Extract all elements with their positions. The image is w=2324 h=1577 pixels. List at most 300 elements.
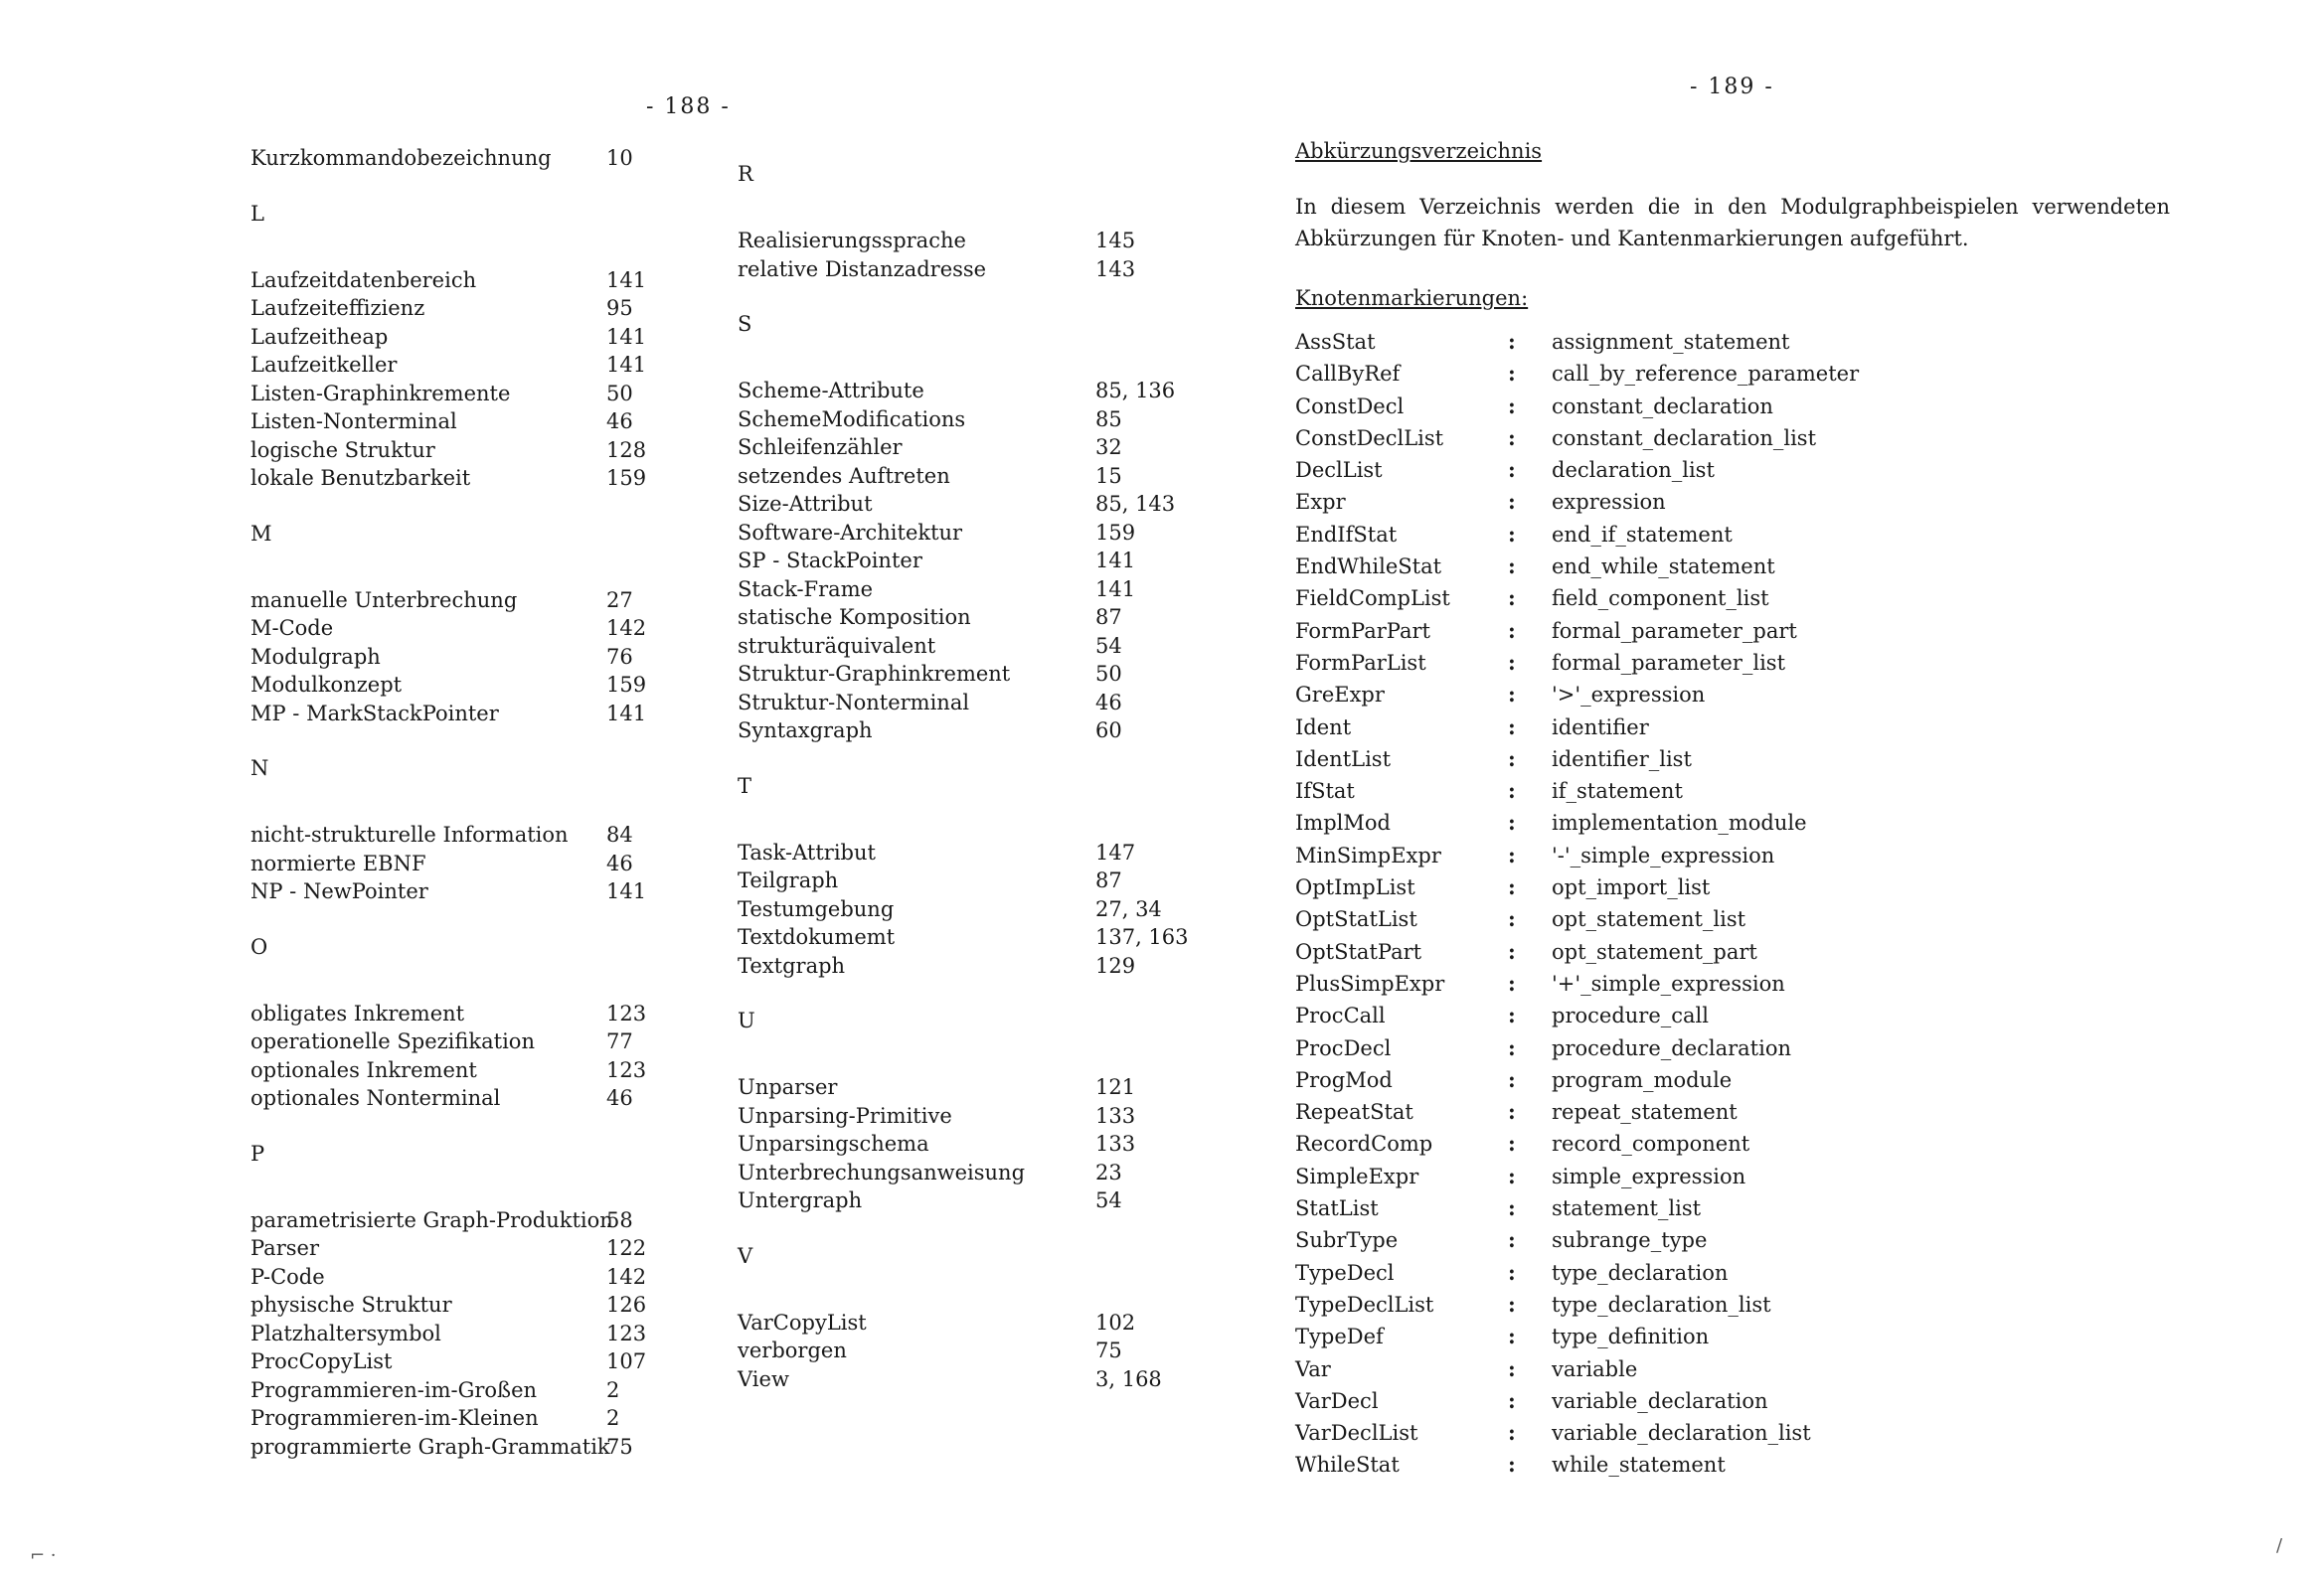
abbreviation-meaning: simple_expression — [1552, 1164, 1746, 1188]
abbreviation-separator: : — [1508, 361, 1516, 387]
abbreviation-key: EndWhileStat — [1295, 554, 1442, 579]
abbreviation-meaning: variable_declaration — [1552, 1388, 1768, 1413]
index-page-numbers: 141 — [606, 324, 647, 349]
abbreviation-separator: : — [1508, 713, 1516, 739]
abbreviation-row — [1295, 679, 1991, 710]
abbreviation-separator: : — [1508, 424, 1516, 450]
index-term: Listen-Nonterminal — [250, 409, 457, 433]
index-page-numbers: 126 — [606, 1293, 647, 1317]
abbreviation-row — [1295, 519, 1991, 551]
abbreviation-row — [1295, 840, 1991, 871]
abbreviation-meaning: repeat_statement — [1552, 1100, 1738, 1125]
index-entry — [250, 323, 668, 352]
index-entry — [738, 462, 1215, 491]
abbreviation-separator: : — [1508, 1355, 1516, 1381]
index-letter-heading: S — [738, 312, 752, 336]
index-term: Stack-Frame — [738, 576, 874, 601]
index-page-numbers: 32 — [1095, 435, 1122, 459]
index-entry — [250, 850, 668, 878]
abbreviation-meaning: '>'_expression — [1552, 683, 1706, 708]
abbreviation-key: CallByRef — [1295, 362, 1401, 387]
abbreviation-row — [1295, 1192, 1991, 1224]
abbreviation-meaning: opt_statement_list — [1552, 907, 1746, 932]
index-entry — [738, 689, 1215, 717]
abbreviation-row — [1295, 1321, 1991, 1352]
index-page-numbers: 84 — [606, 823, 633, 847]
index-letter-heading: O — [250, 934, 268, 959]
abbreviation-row — [1295, 551, 1991, 582]
index-page-numbers: 27, 34 — [1095, 896, 1162, 921]
index-entry — [250, 643, 668, 672]
abbreviation-row — [1295, 1064, 1991, 1096]
abbreviation-row — [1295, 711, 1991, 743]
abbreviation-separator: : — [1508, 778, 1516, 804]
index-entry — [738, 575, 1215, 604]
index-page-numbers: 50 — [1095, 662, 1122, 686]
index-term: lokale Benutzbarkeit — [250, 466, 471, 490]
index-page-numbers: 87 — [1095, 868, 1122, 892]
index-entry — [738, 660, 1215, 689]
abbreviation-row — [1295, 936, 1991, 968]
abbreviation-key: ProgMod — [1295, 1067, 1393, 1092]
index-page-numbers: 95 — [606, 296, 633, 320]
index-entry — [250, 294, 668, 323]
abbreviation-separator: : — [1508, 457, 1516, 483]
index-term: Laufzeitdatenbereich — [250, 267, 477, 292]
index-page-numbers: 107 — [606, 1349, 647, 1373]
scan-mark-bottom-right: / — [2276, 1535, 2283, 1556]
abbreviation-meaning: '-'_simple_expression — [1552, 843, 1775, 867]
index-page-numbers: 133 — [1095, 1103, 1136, 1128]
index-page-numbers: 159 — [606, 673, 647, 697]
abbreviation-meaning: subrange_type — [1552, 1228, 1708, 1253]
index-entry — [738, 1073, 1215, 1102]
abbreviation-key: FieldCompList — [1295, 586, 1450, 611]
index-page-numbers: 142 — [606, 616, 647, 640]
index-entry — [250, 1027, 668, 1056]
index-entry — [738, 867, 1215, 895]
index-entry — [738, 716, 1215, 745]
index-entry — [738, 923, 1215, 952]
index-entry — [738, 1337, 1215, 1365]
index-letter-heading: N — [250, 756, 269, 780]
abbreviation-intro: In diesem Verzeichnis werden die in den Modulgraphbeispielen verwendeten Abkürzungen für Knoten- und Kantenmarkierungen aufgeführt. — [1295, 195, 2170, 250]
index-page-numbers: 159 — [606, 466, 647, 490]
abbreviation-key: SubrType — [1295, 1228, 1399, 1253]
abbreviation-separator: : — [1508, 585, 1516, 611]
node-labels-subheading: Knotenmarkierungen: — [1295, 286, 1529, 310]
abbreviation-row — [1295, 1000, 1991, 1031]
abbreviation-separator: : — [1508, 649, 1516, 675]
abbreviation-key: GreExpr — [1295, 683, 1385, 708]
abbreviation-key: Expr — [1295, 490, 1346, 515]
abbreviation-row — [1295, 454, 1991, 486]
abbreviation-meaning: type_definition — [1552, 1325, 1710, 1349]
abbreviation-row — [1295, 743, 1991, 775]
index-term: Parser — [250, 1236, 319, 1260]
abbreviation-row — [1295, 1385, 1991, 1417]
index-entry — [250, 351, 668, 380]
abbreviation-key: SimpleExpr — [1295, 1164, 1419, 1188]
index-letter-heading: L — [250, 201, 264, 226]
index-letter-heading: R — [738, 162, 753, 186]
index-term: Listen-Graphinkremente — [250, 381, 511, 405]
index-entry — [250, 700, 668, 728]
abbreviation-separator: : — [1508, 393, 1516, 418]
index-term: Textgraph — [738, 953, 846, 978]
abbreviation-key: Ident — [1295, 714, 1352, 739]
abbreviation-key: ConstDeclList — [1295, 425, 1444, 450]
index-page-numbers: 141 — [606, 353, 647, 377]
index-page-numbers: 142 — [606, 1264, 647, 1289]
abbreviation-key: ImplMod — [1295, 811, 1391, 836]
abbreviation-separator: : — [1508, 1099, 1516, 1125]
abbreviation-row — [1295, 1096, 1991, 1128]
index-term: Laufzeitkeller — [250, 353, 398, 377]
abbreviation-row — [1295, 1417, 1991, 1449]
abbreviation-row — [1295, 391, 1991, 422]
index-entry — [250, 1320, 668, 1348]
index-term: operationelle Spezifikation — [250, 1029, 535, 1053]
index-term: verborgen — [738, 1339, 847, 1362]
index-page-numbers: 123 — [606, 1001, 647, 1025]
index-page-numbers: 85, 136 — [1095, 379, 1176, 402]
abbreviation-meaning: identifier_list — [1552, 746, 1692, 771]
abbreviation-row — [1295, 615, 1991, 647]
index-entry — [250, 380, 668, 408]
index-entry — [250, 464, 668, 493]
index-page-numbers: 46 — [606, 851, 633, 875]
abbreviation-meaning: implementation_module — [1552, 811, 1807, 836]
page-number-right: - 189 - — [1690, 75, 1774, 99]
abbreviation-separator: : — [1508, 1066, 1516, 1092]
abbreviation-separator: : — [1508, 682, 1516, 708]
abbreviation-row — [1295, 1449, 1991, 1481]
index-entry — [738, 1309, 1215, 1338]
abbreviation-row — [1295, 1128, 1991, 1160]
abbreviation-meaning: '+'_simple_expression — [1552, 971, 1785, 996]
abbreviation-separator: : — [1508, 1420, 1516, 1446]
abbreviation-separator: : — [1508, 1452, 1516, 1478]
abbreviation-row — [1295, 1289, 1991, 1321]
abbreviation-separator: : — [1508, 874, 1516, 900]
index-entry — [738, 490, 1215, 519]
index-term: Laufzeitheap — [250, 324, 389, 349]
index-page-numbers: 60 — [1095, 718, 1122, 742]
index-term: ProcCopyList — [250, 1349, 393, 1373]
index-term: relative Distanzadresse — [738, 256, 987, 281]
index-page-numbers: 159 — [1095, 520, 1136, 545]
index-entry — [250, 1234, 668, 1263]
index-term: Programmieren-im-Großen — [250, 1377, 538, 1402]
abbreviation-key: RepeatStat — [1295, 1100, 1413, 1125]
abbreviation-key: FormParList — [1295, 650, 1426, 675]
abbreviation-key: OptImpList — [1295, 875, 1415, 900]
index-page-numbers: 141 — [606, 701, 647, 725]
abbreviation-separator: : — [1508, 521, 1516, 547]
index-term: Software-Architektur — [738, 520, 963, 545]
index-page-numbers: 141 — [1095, 576, 1136, 601]
index-page-numbers: 27 — [606, 587, 633, 612]
index-entry — [738, 895, 1215, 924]
index-term: Modulgraph — [250, 644, 381, 669]
index-entry — [738, 405, 1215, 434]
index-page-numbers: 2 — [606, 1377, 620, 1402]
index-term: Laufzeiteffizienz — [250, 296, 425, 320]
abbreviation-meaning: end_if_statement — [1552, 522, 1733, 547]
abbreviation-separator: : — [1508, 1227, 1516, 1253]
index-entry — [738, 377, 1215, 405]
index-entry — [250, 586, 668, 615]
index-term: SchemeModifications — [738, 406, 966, 431]
index-term: optionales Nonterminal — [250, 1086, 501, 1110]
abbreviation-meaning: record_component — [1552, 1132, 1750, 1157]
index-entry — [250, 1000, 668, 1028]
index-term: Programmieren-im-Kleinen — [250, 1406, 539, 1430]
abbreviation-row — [1295, 647, 1991, 679]
abbreviation-row — [1295, 326, 1991, 358]
index-term: Unparsingschema — [738, 1132, 929, 1156]
index-term: SP - StackPointer — [738, 549, 922, 572]
index-entry — [250, 436, 668, 465]
index-page-numbers: 46 — [1095, 690, 1122, 714]
index-letter-heading: M — [250, 521, 272, 546]
index-entry — [738, 227, 1215, 255]
abbreviation-meaning: identifier — [1552, 714, 1649, 739]
scan-mark-bottom-left: ⌐ · — [30, 1545, 57, 1566]
index-term: Realisierungssprache — [738, 229, 966, 252]
abbreviation-meaning: procedure_call — [1552, 1004, 1709, 1028]
index-term: Testumgebung — [738, 896, 895, 921]
index-term: Syntaxgraph — [738, 718, 873, 742]
index-entry — [738, 1130, 1215, 1159]
index-page-numbers: 85, 143 — [1095, 492, 1176, 516]
abbreviation-meaning: constant_declaration — [1552, 394, 1773, 418]
abbreviation-meaning: field_component_list — [1552, 586, 1769, 611]
index-term: optionales Inkrement — [250, 1057, 477, 1082]
index-page-numbers: 46 — [606, 1086, 633, 1110]
abbreviation-row — [1295, 1161, 1991, 1192]
abbreviation-meaning: end_while_statement — [1552, 554, 1775, 579]
index-entry — [738, 433, 1215, 462]
abbreviation-key: TypeDeclList — [1295, 1292, 1434, 1317]
index-entry — [250, 1404, 668, 1433]
index-term: Scheme-Attribute — [738, 379, 924, 402]
index-entry — [738, 952, 1215, 981]
index-term: Textdokumemt — [738, 925, 896, 949]
index-term: Size-Attribut — [738, 492, 873, 516]
abbreviation-meaning: opt_import_list — [1552, 875, 1711, 900]
index-entry — [738, 839, 1215, 867]
abbreviation-meaning: if_statement — [1552, 779, 1683, 804]
index-term: Schleifenzähler — [738, 435, 903, 459]
index-page-numbers: 133 — [1095, 1132, 1136, 1156]
abbreviation-meaning: type_declaration — [1552, 1260, 1729, 1285]
index-entry — [250, 1376, 668, 1405]
index-page-numbers: 75 — [1095, 1339, 1122, 1362]
index-entry — [738, 603, 1215, 632]
abbreviation-row — [1295, 775, 1991, 807]
index-page-numbers: 129 — [1095, 953, 1136, 978]
abbreviation-key: MinSimpExpr — [1295, 843, 1441, 867]
index-term: statische Komposition — [738, 605, 971, 629]
page-number-left: - 188 - — [646, 94, 731, 119]
abbreviation-separator: : — [1508, 1003, 1516, 1028]
index-page-numbers: 123 — [606, 1321, 647, 1345]
abbreviation-key: TypeDef — [1295, 1325, 1384, 1349]
index-term: setzendes Auftreten — [738, 463, 950, 488]
index-page-numbers: 137, 163 — [1095, 925, 1189, 949]
index-term: NP - NewPointer — [250, 879, 428, 903]
index-term: M-Code — [250, 616, 334, 640]
index-column-2 — [738, 159, 1215, 1393]
index-term: logische Struktur — [250, 437, 435, 462]
index-page-numbers: 50 — [606, 381, 633, 405]
index-letter-heading: V — [738, 1243, 753, 1268]
abbreviation-key: OptStatList — [1295, 907, 1417, 932]
abbreviation-heading: Abkürzungsverzeichnis — [1295, 139, 1543, 163]
abbreviation-key: TypeDecl — [1295, 1260, 1395, 1285]
index-letter-heading: P — [250, 1141, 265, 1166]
abbreviation-row — [1295, 807, 1991, 839]
index-page-numbers: 76 — [606, 644, 633, 669]
index-page-numbers: 102 — [1095, 1310, 1136, 1335]
index-term: Struktur-Graphinkrement — [738, 662, 1011, 686]
abbreviation-separator: : — [1508, 745, 1516, 771]
abbreviation-separator: : — [1508, 553, 1516, 579]
abbreviation-row — [1295, 358, 1991, 390]
abbreviation-meaning: formal_parameter_part — [1552, 618, 1797, 643]
index-entry — [738, 1365, 1215, 1394]
index-term: Unparser — [738, 1075, 838, 1099]
index-term: Modulkonzept — [250, 673, 403, 697]
abbreviation-meaning: variable_declaration_list — [1552, 1421, 1811, 1446]
abbreviation-separator: : — [1508, 1259, 1516, 1285]
abbreviation-separator: : — [1508, 1131, 1516, 1157]
index-term: Untergraph — [738, 1188, 863, 1212]
index-entry — [738, 547, 1215, 575]
abbreviation-key: WhileStat — [1295, 1453, 1400, 1478]
index-entry — [250, 821, 668, 850]
abbreviation-row — [1295, 486, 1991, 518]
abbreviation-meaning: statement_list — [1552, 1196, 1702, 1221]
index-page-numbers: 23 — [1095, 1160, 1122, 1184]
index-page-numbers: 147 — [1095, 840, 1136, 865]
index-page-numbers: 2 — [606, 1406, 620, 1430]
abbreviation-meaning: type_declaration_list — [1552, 1292, 1771, 1317]
index-page-numbers: 85 — [1095, 406, 1122, 431]
abbreviation-key: FormParPart — [1295, 618, 1430, 643]
index-term: MP - MarkStackPointer — [250, 701, 499, 725]
index-page-numbers: 10 — [606, 146, 633, 170]
abbreviation-meaning: constant_declaration_list — [1552, 425, 1817, 450]
abbreviation-key: OptStatPart — [1295, 939, 1422, 964]
index-entry — [738, 632, 1215, 661]
abbreviation-meaning: program_module — [1552, 1067, 1733, 1092]
index-page-numbers: 123 — [606, 1057, 647, 1082]
abbreviation-separator: : — [1508, 906, 1516, 932]
index-term: programmierte Graph-Grammatik — [250, 1434, 610, 1459]
abbreviation-row — [1295, 871, 1991, 903]
abbreviation-separator: : — [1508, 1195, 1516, 1221]
abbreviation-meaning: assignment_statement — [1552, 330, 1790, 354]
index-term: normierte EBNF — [250, 851, 426, 875]
abbreviation-row — [1295, 422, 1991, 454]
index-entry — [250, 1433, 668, 1462]
index-entry — [250, 1347, 668, 1376]
index-page-numbers: 54 — [1095, 1188, 1122, 1212]
index-entry — [250, 1263, 668, 1292]
index-entry — [738, 255, 1215, 284]
abbreviation-row — [1295, 1032, 1991, 1064]
abbreviation-separator: : — [1508, 1387, 1516, 1413]
abbreviation-key: ProcDecl — [1295, 1035, 1392, 1060]
index-page-numbers: 3, 168 — [1095, 1366, 1162, 1391]
abbreviation-key: VarDeclList — [1295, 1421, 1418, 1446]
index-letter-heading: T — [738, 773, 752, 798]
abbreviation-key: PlusSimpExpr — [1295, 971, 1445, 996]
index-page-numbers: 141 — [1095, 549, 1136, 572]
abbreviation-meaning: opt_statement_part — [1552, 939, 1757, 964]
index-page-numbers: 145 — [1095, 229, 1136, 252]
index-entry — [738, 519, 1215, 548]
abbreviation-list — [1295, 326, 1991, 1482]
index-term: P-Code — [250, 1264, 325, 1289]
index-term: physische Struktur — [250, 1293, 452, 1317]
abbreviation-meaning: expression — [1552, 490, 1666, 515]
abbreviation-row — [1295, 903, 1991, 935]
abbreviation-key: RecordComp — [1295, 1132, 1433, 1157]
index-entry — [250, 614, 668, 643]
index-term: Unparsing-Primitive — [738, 1103, 952, 1128]
abbreviation-row — [1295, 1257, 1991, 1289]
index-page-numbers: 75 — [606, 1434, 633, 1459]
index-term: View — [738, 1366, 789, 1391]
abbreviation-separator: : — [1508, 329, 1516, 354]
abbreviation-meaning: variable — [1552, 1356, 1638, 1381]
index-page-numbers: 46 — [606, 409, 633, 433]
abbreviation-separator: : — [1508, 938, 1516, 964]
abbreviation-key: ProcCall — [1295, 1004, 1386, 1028]
index-entry — [250, 1084, 668, 1113]
index-entry — [250, 407, 668, 436]
index-letter-heading: U — [738, 1009, 755, 1032]
abbreviation-key: Var — [1295, 1356, 1331, 1381]
index-entry — [250, 1206, 668, 1235]
index-term: strukturäquivalent — [738, 633, 936, 658]
index-entry — [250, 1056, 668, 1085]
abbreviation-row — [1295, 1224, 1991, 1256]
index-term: VarCopyList — [738, 1310, 867, 1335]
abbreviation-separator: : — [1508, 1163, 1516, 1188]
index-page-numbers: 122 — [606, 1236, 647, 1260]
index-entry — [250, 671, 668, 700]
index-entry — [250, 877, 668, 906]
index-term: Kurzkommandobezeichnung — [250, 146, 552, 170]
abbreviation-key: DeclList — [1295, 458, 1383, 483]
index-page-numbers: 121 — [1095, 1075, 1136, 1099]
abbreviation-meaning: declaration_list — [1552, 458, 1715, 483]
index-column-1 — [250, 144, 668, 1461]
abbreviation-separator: : — [1508, 810, 1516, 836]
abbreviation-separator: : — [1508, 489, 1516, 515]
abbreviation-separator: : — [1508, 1324, 1516, 1349]
abbreviation-row — [1295, 968, 1991, 1000]
index-term: parametrisierte Graph-Produktion — [250, 1207, 613, 1232]
index-page-numbers: 143 — [1095, 256, 1136, 281]
abbreviation-separator: : — [1508, 617, 1516, 643]
abbreviation-key: ConstDecl — [1295, 394, 1405, 418]
